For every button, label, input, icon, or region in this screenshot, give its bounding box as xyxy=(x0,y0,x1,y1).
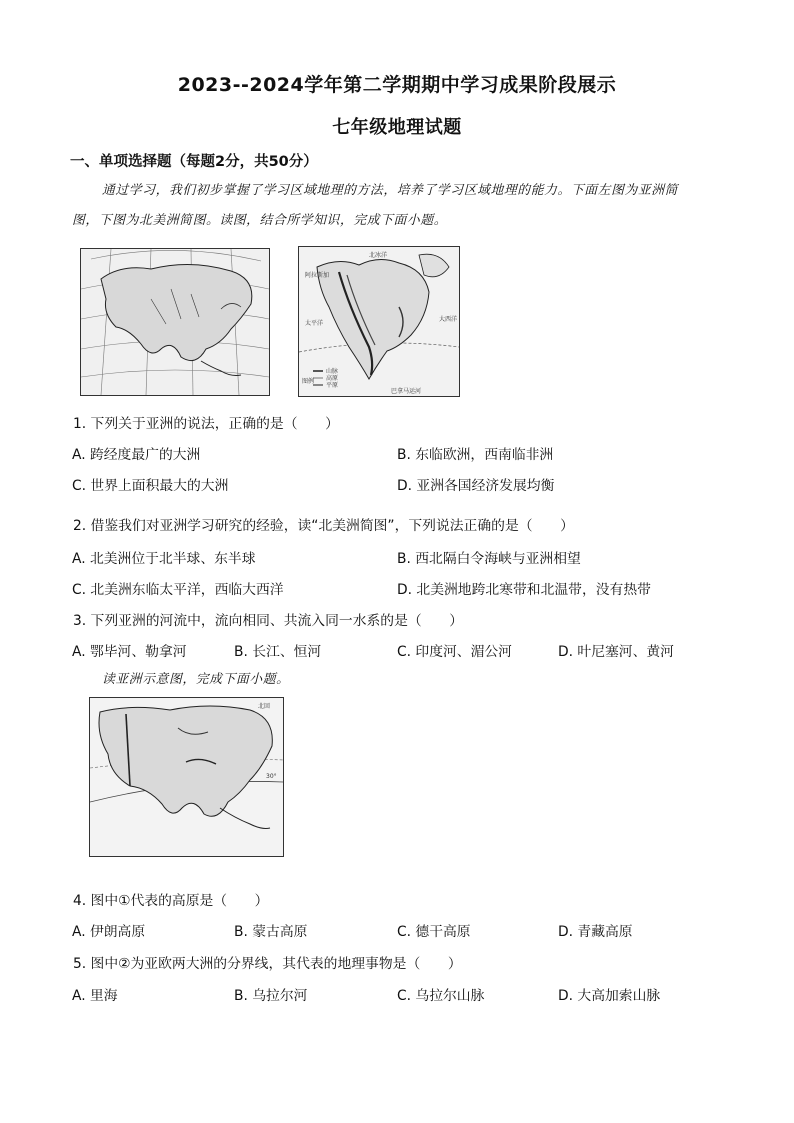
question-5-option-c[interactable]: C. 乌拉尔山脉 xyxy=(397,988,485,1004)
intro-line-1: 通过学习，我们初步掌握了学习区域地理的方法，培养了学习区域地理的能力。下面左图为亚洲简 xyxy=(102,183,679,198)
question-2-option-a[interactable]: A. 北美洲位于北半球、东半球 xyxy=(72,551,256,567)
exam-subtitle: 七年级地理试题 xyxy=(332,117,462,138)
asia-map-intro: 读亚洲示意图，完成下面小题。 xyxy=(102,672,290,687)
na-label-arctic: 北冰洋 xyxy=(369,252,388,259)
question-1-option-d[interactable]: D. 亚洲各国经济发展均衡 xyxy=(397,478,555,494)
na-label-pacific: 太平洋 xyxy=(305,320,324,327)
asia-map xyxy=(80,248,270,396)
asia-map-graphic xyxy=(81,249,269,395)
north-america-map xyxy=(298,246,460,397)
na-legend-title: 图例 xyxy=(302,378,315,385)
question-5-option-b[interactable]: B. 乌拉尔河 xyxy=(234,988,308,1004)
exam-title: 2023--2024学年第二学期期中学习成果阶段展示 xyxy=(177,74,617,96)
question-2-option-d[interactable]: D. 北美洲地跨北寒带和北温带，没有热带 xyxy=(397,582,651,598)
question-1-option-c[interactable]: C. 世界上面积最大的大洲 xyxy=(72,478,229,494)
question-5-stem: 5. 图中②为亚欧两大洲的分界线，其代表的地理事物是（ ） xyxy=(73,956,462,972)
question-2-stem: 2. 借鉴我们对亚洲学习研究的经验，读“北美洲简图”，下列说法正确的是（ ） xyxy=(73,518,574,534)
asia-map-label-30deg: 30° xyxy=(266,773,277,780)
question-1-option-a[interactable]: A. 跨经度最广的大洲 xyxy=(72,447,201,463)
intro-line-2: 图，下图为北美洲简图。读图，结合所学知识，完成下面小题。 xyxy=(72,213,448,228)
asia-schematic-map xyxy=(89,697,284,857)
question-3-option-a[interactable]: A. 鄂毕河、勒拿河 xyxy=(72,644,187,660)
na-label-atlantic: 大西洋 xyxy=(439,316,458,323)
asia-map-label-north: 北回 xyxy=(258,703,271,710)
na-legend-mountains: 山脉 xyxy=(326,368,339,375)
na-legend-plateau: 高原 xyxy=(326,375,339,382)
section-heading: 一、单项选择题（每题2分，共50分） xyxy=(70,154,318,170)
asia-schematic-graphic xyxy=(90,698,283,856)
na-label-panama-canal: 巴拿马运河 xyxy=(391,388,422,395)
question-3-stem: 3. 下列亚洲的河流中，流向相同、共流入同一水系的是（ ） xyxy=(73,613,464,629)
question-5-option-d[interactable]: D. 大高加索山脉 xyxy=(558,988,661,1004)
question-4-option-a[interactable]: A. 伊朗高原 xyxy=(72,924,146,940)
question-2-option-b[interactable]: B. 西北隔白令海峡与亚洲相望 xyxy=(397,551,581,567)
na-label-alaska: 阿拉斯加 xyxy=(305,272,330,279)
question-4-option-c[interactable]: C. 德干高原 xyxy=(397,924,471,940)
question-2-option-c[interactable]: C. 北美洲东临太平洋，西临大西洋 xyxy=(72,582,284,598)
north-america-map-graphic xyxy=(299,247,459,396)
question-4-option-b[interactable]: B. 蒙古高原 xyxy=(234,924,308,940)
question-3-option-b[interactable]: B. 长江、恒河 xyxy=(234,644,322,660)
question-4-stem: 4. 图中①代表的高原是（ ） xyxy=(73,893,269,909)
na-legend-plain: 平原 xyxy=(326,382,339,389)
question-4-option-d[interactable]: D. 青藏高原 xyxy=(558,924,633,940)
question-1-option-b[interactable]: B. 东临欧洲，西南临非洲 xyxy=(397,447,554,463)
question-3-option-d[interactable]: D. 叶尼塞河、黄河 xyxy=(558,644,674,660)
question-5-option-a[interactable]: A. 里海 xyxy=(72,988,118,1004)
question-1-stem: 1. 下列关于亚洲的说法，正确的是（ ） xyxy=(73,416,339,432)
question-3-option-c[interactable]: C. 印度河、湄公河 xyxy=(397,644,512,660)
